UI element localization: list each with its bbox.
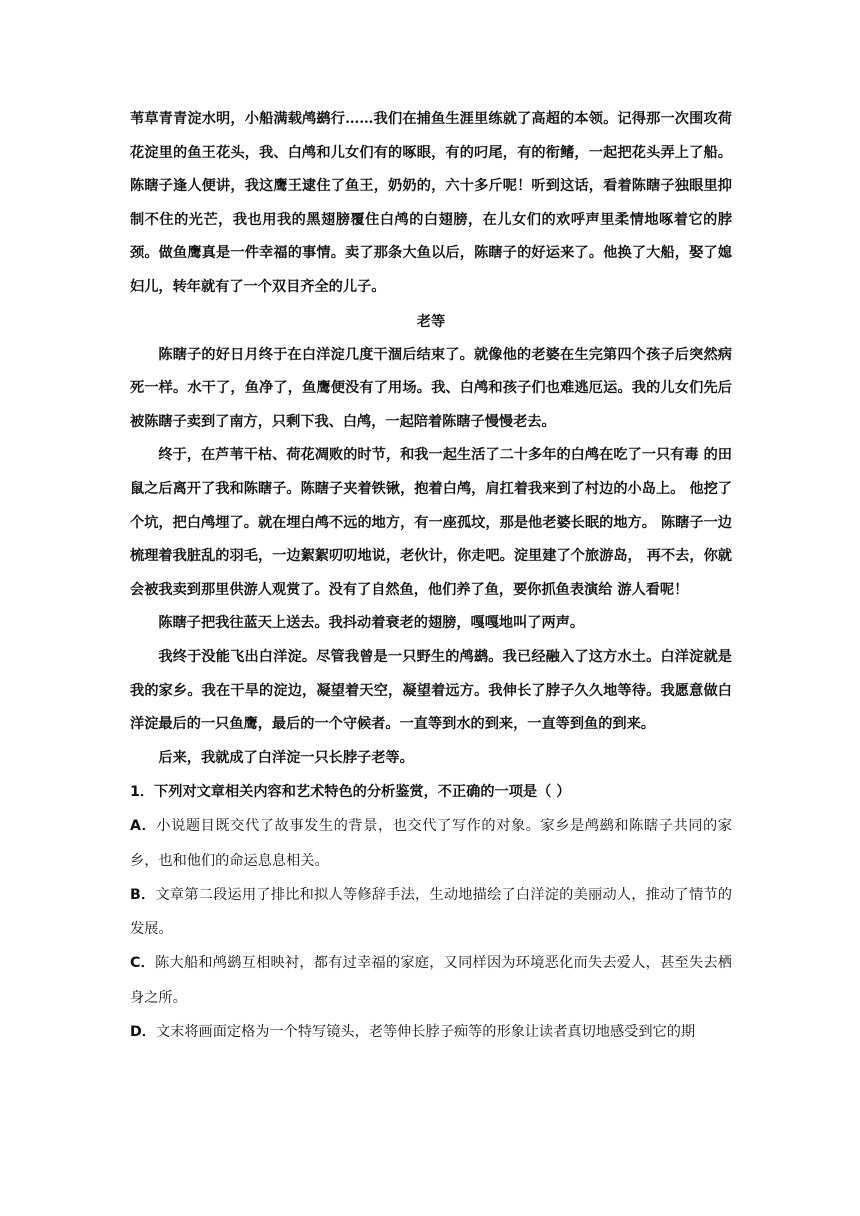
option-a: [130, 809, 732, 877]
section-title: 老等: [416, 313, 446, 330]
option-a-text: 小说题目既交代了故事发生的背景，也交代了写作的对象。家乡是鸬鹚和陈瞎子共同的家乡，也和他们的命运息息相关。: [130, 818, 732, 869]
passage-paragraph-6: 后来，我就成了白洋淀一只长脖子老等。: [158, 749, 414, 766]
passage: [130, 103, 732, 775]
option-b-key: B．: [130, 886, 156, 903]
option-d-text: 文末将画面定格为一个特写镜头，老等伸长脖子痴等的形象让读者真切地感受到它的期: [155, 1023, 696, 1040]
option-c-text: 陈大船和鸬鹚互相映衬，都有过幸福的家庭，又同样因为环境恶化而失去爱人，甚至失去栖身之所。: [130, 955, 732, 1006]
option-c: [130, 946, 732, 1014]
passage-paragraph-2: 陈瞎子的好日月终于在白洋淀几度干涸后结束了。就像他的老婆在生完第四个孩子后突然病死一样。水干了，鱼净了，鱼鹰便没有了用场。我、白鸬和孩子们也难逃厄运。我的儿女们先后被陈瞎子卖到了南方，只剩下我、白鸬，一起陪着陈瞎子慢慢老去。: [130, 346, 732, 430]
passage-paragraph-1: 苇草青青淀水明，小船满载鸬鹚行……我们在捕鱼生涯里练就了高超的本领。记得那一次围攻荷花淀里的鱼王花头，我、白鸬和儿女们有的啄眼，有的叼尾，有的衔鳍，一起把花头弄上了船。陈瞎子逢人便讲，我这鹰王逮住了鱼王，奶奶的，六十多斤呢！听到这话，看着陈瞎子独眼里抑制不住的光芒，我也用我的黑翅膀覆住白鸬的白翅膀，在儿女们的欢呼声里柔情地啄着它的脖颈。做鱼鹰真是一件幸福的事情。卖了那条大鱼以后，陈瞎子的好运来了。他换了大船，娶了媳妇儿，转年就有了一个双目齐全的儿子。: [130, 111, 732, 295]
option-b: [130, 878, 732, 946]
option-d: [130, 1015, 732, 1049]
passage-paragraph-3: 终于，在芦苇干枯、荷花凋败的时节，和我一起生活了二十多年的白鸬在吃了一只有毒 的田鼠之后离开了我和陈瞎子。陈瞎子夹着铁锹，抱着白鸬，肩扛着我来到了村边的小岛上。 他挖了个坑，把白鸬埋了。就在埋白鸬不远的地方，有一座孤坟，那是他老婆长眠的地方。 陈瞎子一边梳理着我脏乱的羽毛，一边絮絮叨叨地说，老伙计，你走吧。淀里建了个旅游岛， 再不去，你就会被我卖到那里供游人观赏了。没有了自然鱼，他们养了鱼，要你抓鱼表演给 游人看呢！: [130, 447, 732, 598]
option-c-key: C．: [130, 955, 156, 972]
question-stem: 1．下列对文章相关内容和艺术特色的分析鉴赏，不正确的一项是（ ）: [130, 784, 571, 801]
option-d-key: D．: [130, 1023, 156, 1040]
passage-paragraph-5: 我终于没能飞出白洋淀。尽管我曾是一只野生的鸬鹚。我已经融入了这方水土。白洋淀就是我的家乡。我在干旱的淀边，凝望着天空，凝望着远方。我伸长了脖子久久地等待。我愿意做白洋淀最后的一只鱼鹰，最后的一个守候者。一直等到水的到来，一直等到鱼的到来。: [130, 648, 732, 733]
passage-paragraph-4: 陈瞎子把我往蓝天上送去。我抖动着衰老的翅膀，嘎嘎地叫了两声。: [158, 615, 585, 632]
option-b-text: 文章第二段运用了排比和拟人等修辞手法，生动地描绘了白洋淀的美丽动人，推动了情节的发展。: [130, 886, 732, 938]
question-block: [130, 775, 732, 1049]
option-a-key: A．: [130, 818, 157, 835]
